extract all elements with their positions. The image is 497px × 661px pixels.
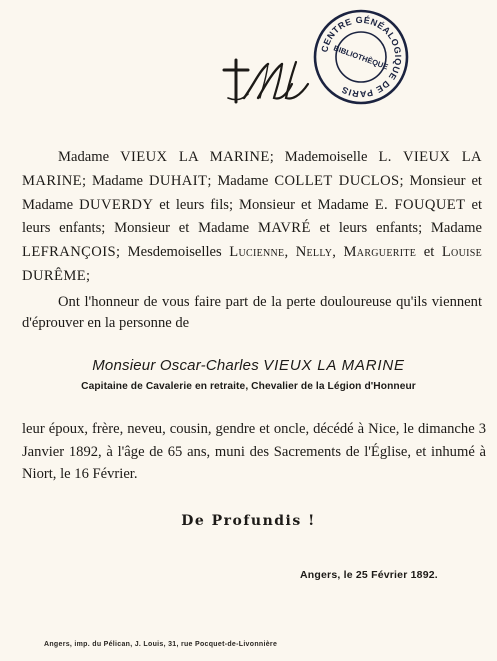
stamp-seal-icon	[312, 8, 410, 106]
deceased-surname: VIEUX LA MARINE	[263, 357, 405, 374]
announcement-text: Ont l'honneur de vous faire part de la perte douloureuse qu'ils viennent d'éprouver en la personne de	[22, 294, 482, 331]
stamp-ring-text: CENTRE GÉNÉALOGIQUE DE PARIS	[319, 14, 404, 100]
given-name: Marguerite	[343, 244, 417, 261]
cross-m-monogram-icon	[214, 54, 314, 108]
place-date-line: Angers, le 25 Février 1892.	[300, 569, 438, 581]
family-name: LEFRANÇOIS	[22, 244, 117, 261]
family-name: L. VIEUX LA MARINE	[22, 149, 482, 189]
given-name: Louise	[441, 244, 483, 261]
family-name: E. FOUQUET	[374, 196, 466, 213]
printer-imprint: Angers, imp. du Pélican, J. Louis, 31, rue Pocquet-de-Livonnière	[44, 641, 278, 648]
deceased-prefix: Monsieur Oscar-Charles	[92, 357, 264, 374]
family-list: Madame VIEUX LA MARINE; Mademoiselle L. VIEUX LA MARINE; Madame DUHAIT; Madame COLLET DUCLOS; Monsieur et Madame DUVERDY et leurs fils; Monsieur et Madame E. FOUQUET et leurs enfants; Monsieur et Madame MAVRÉ et leurs enfants; Madame LEFRANÇOIS; Mesdemoiselles Lucienne, Nelly, Marguerite et Louise DURÊME;	[22, 149, 483, 284]
family-name: DUHAIT	[148, 172, 208, 189]
deceased-title: Capitaine de Cavalerie en retraite, Chevalier de la Légion d'Honneur	[81, 381, 416, 392]
family-name: DURÊME	[22, 267, 87, 284]
family-name: DUVERDY	[79, 196, 154, 213]
given-name: Nelly	[295, 244, 333, 261]
family-name: MAVRÉ	[257, 220, 311, 237]
family-name: VIEUX LA MARINE	[120, 149, 270, 165]
de-profundis: De Profundis !	[181, 513, 316, 529]
death-details: leur époux, frère, neveu, cousin, gendre et oncle, décédé à Nice, le dimanche 3 Janvier 1892, à l'âge de 65 ans, muni des Sacrements de l'Église, et inhumé à Niort, le 16 Février.	[22, 421, 486, 482]
stamp-center-text: BIBLIOTHÈQUE	[332, 43, 390, 72]
cross-monogram	[214, 54, 314, 108]
deceased-name	[0, 357, 497, 374]
library-stamp	[312, 8, 410, 106]
given-name: Lucienne	[229, 244, 285, 261]
family-name: COLLET DUCLOS	[274, 172, 400, 189]
